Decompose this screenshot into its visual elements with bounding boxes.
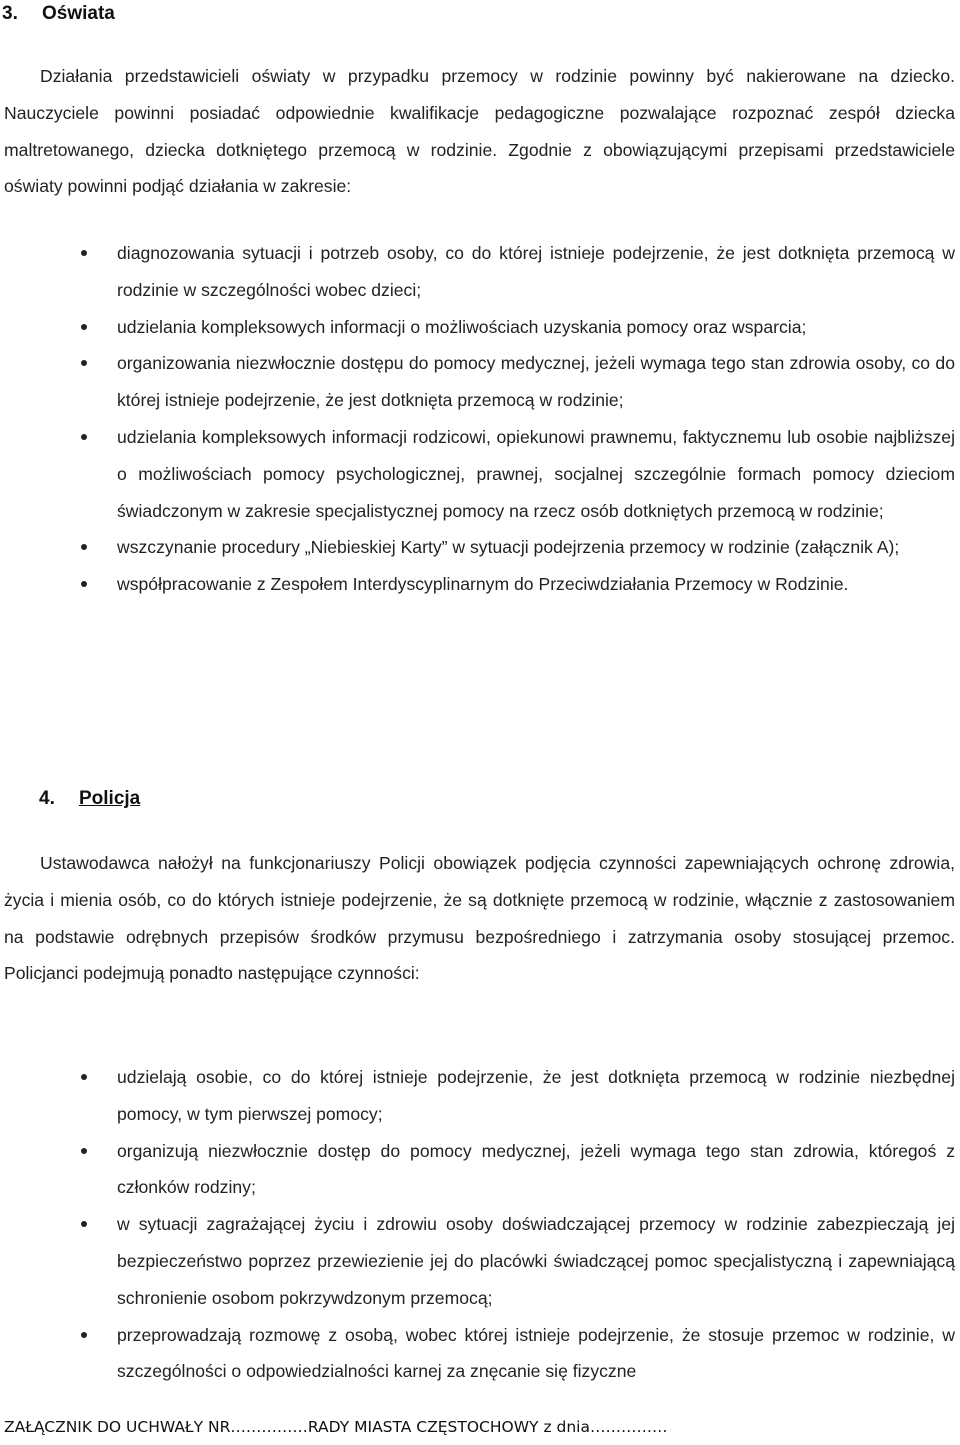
- list-item: [0, 529, 955, 566]
- list-item-text: organizują niezwłocznie dostęp do pomocy medycznej, jeżeli wymaga tego stan zdrowia, któregoś z członków rodziny;: [117, 1140, 955, 1198]
- list-item: [0, 1059, 955, 1133]
- list-item-text: organizowania niezwłocznie dostępu do pomocy medycznej, jeżeli wymaga tego stan zdrowia osoby, co do której istnieje podejrzenie, że jest dotknięta przemocą w rodzinie;: [117, 353, 955, 411]
- section-intro-paragraph: [4, 845, 955, 992]
- section-heading-policja: [39, 788, 140, 810]
- bullet-dot-icon: [81, 1148, 87, 1154]
- bullet-dot-icon: [81, 250, 87, 256]
- bullet-dot-icon: [81, 1074, 87, 1080]
- bullet-dot-icon: [81, 324, 87, 330]
- list-item-text: wszczynanie procedury „Niebieskiej Karty” w sytuacji podejrzenia przemocy w rodzinie (załącznik A);: [117, 537, 900, 558]
- bullet-dot-icon: [81, 1332, 87, 1338]
- bullet-dot-icon: [81, 434, 87, 440]
- list-item: [0, 309, 955, 346]
- list-item-text: udzielają osobie, co do której istnieje podejrzenie, że jest dotknięta przemocą w rodzinie niezbędnej pomocy, w tym pierwszej pomocy;: [117, 1067, 955, 1124]
- list-item-text: w sytuacji zagrażającej życiu i zdrowiu osoby doświadczającej przemocy w rodzinie zabezpieczają jej bezpieczeństwo poprzez przewiezienie jej do placówki świadczącej pomoc specjalistyczną i zapewniającą schronienie osobom pokrzywdzonym przemocą;: [117, 1214, 955, 1308]
- bullet-dot-icon: [81, 544, 87, 550]
- list-item-text: diagnozowania sytuacji i potrzeb osoby, co do której istnieje podejrzenie, że jest dotknięta przemocą w rodzinie w szczególności wobec dzieci;: [117, 243, 955, 300]
- list-item: [0, 1317, 955, 1391]
- list-item-text: udzielania kompleksowych informacji rodzicowi, opiekunowi prawnemu, faktycznemu lub osobie najbliższej o możliwościach pomocy psychologicznej, prawnej, socjalnej szczególnie formach pomocy dzieciom świadczonym w zakresie specjalistycznej pomocy na rzecz osób dotkniętych przemocą w rodzinie;: [117, 426, 955, 521]
- section-number: 3.: [2, 3, 18, 24]
- page-footer: ZAŁĄCZNIK DO UCHWAŁY NR……………RADY MIASTA CZĘSTOCHOWY z dnia……………: [4, 1418, 668, 1436]
- list-item: [0, 1133, 955, 1207]
- section-heading-oswiata: [2, 3, 115, 25]
- section-title: Oświata: [42, 3, 115, 24]
- bullet-list-policja: [0, 1059, 955, 1390]
- section-title: Policja: [79, 788, 141, 809]
- bullet-dot-icon: [81, 1221, 87, 1227]
- section-intro-paragraph: [4, 58, 955, 205]
- bullet-dot-icon: [81, 360, 87, 366]
- list-item: [0, 419, 955, 529]
- list-item-text: przeprowadzają rozmowę z osobą, wobec której istnieje podejrzenie, że stosuje przemoc w rodzinie, w szczególności o odpowiedzialności karnej za znęcanie się fizyczne: [117, 1324, 955, 1382]
- section-number: 4.: [39, 788, 55, 809]
- list-item: [0, 566, 955, 603]
- intro-text: Działania przedstawicieli oświaty w przypadku przemocy w rodzinie powinny być nakierowane na dziecko. Nauczyciele powinni posiadać odpowiednie kwalifikacje pedagogiczne pozwalające rozpoznać zespół dziecka maltretowanego, dziecka dotkniętego przemocą w rodzinie. Zgodnie z obowiązującymi przepisami przedstawiciele oświaty powinni podjąć działania w zakresie:: [4, 66, 955, 197]
- list-item: [0, 345, 955, 419]
- bullet-dot-icon: [81, 581, 87, 587]
- bullet-list-oswiata: [0, 235, 955, 603]
- list-item-text: współpracowanie z Zespołem Interdyscyplinarnym do Przeciwdziałania Przemocy w Rodzinie.: [117, 574, 849, 595]
- list-item: [0, 1206, 955, 1316]
- list-item-text: udzielania kompleksowych informacji o możliwościach uzyskania pomocy oraz wsparcia;: [117, 316, 807, 337]
- list-item: [0, 235, 955, 309]
- intro-text: Ustawodawca nałożył na funkcjonariuszy Policji obowiązek podjęcia czynności zapewniających ochronę zdrowia, życia i mienia osób, co do których istnieje podejrzenie, że są dotknięte przemocą w rodzinie, włącznie z zastosowaniem na podstawie odrębnych przepisów środków przymusu bezpośredniego i zatrzymania osoby stosującej przemoc. Policjanci podejmują ponadto następujące czynności:: [4, 853, 955, 984]
